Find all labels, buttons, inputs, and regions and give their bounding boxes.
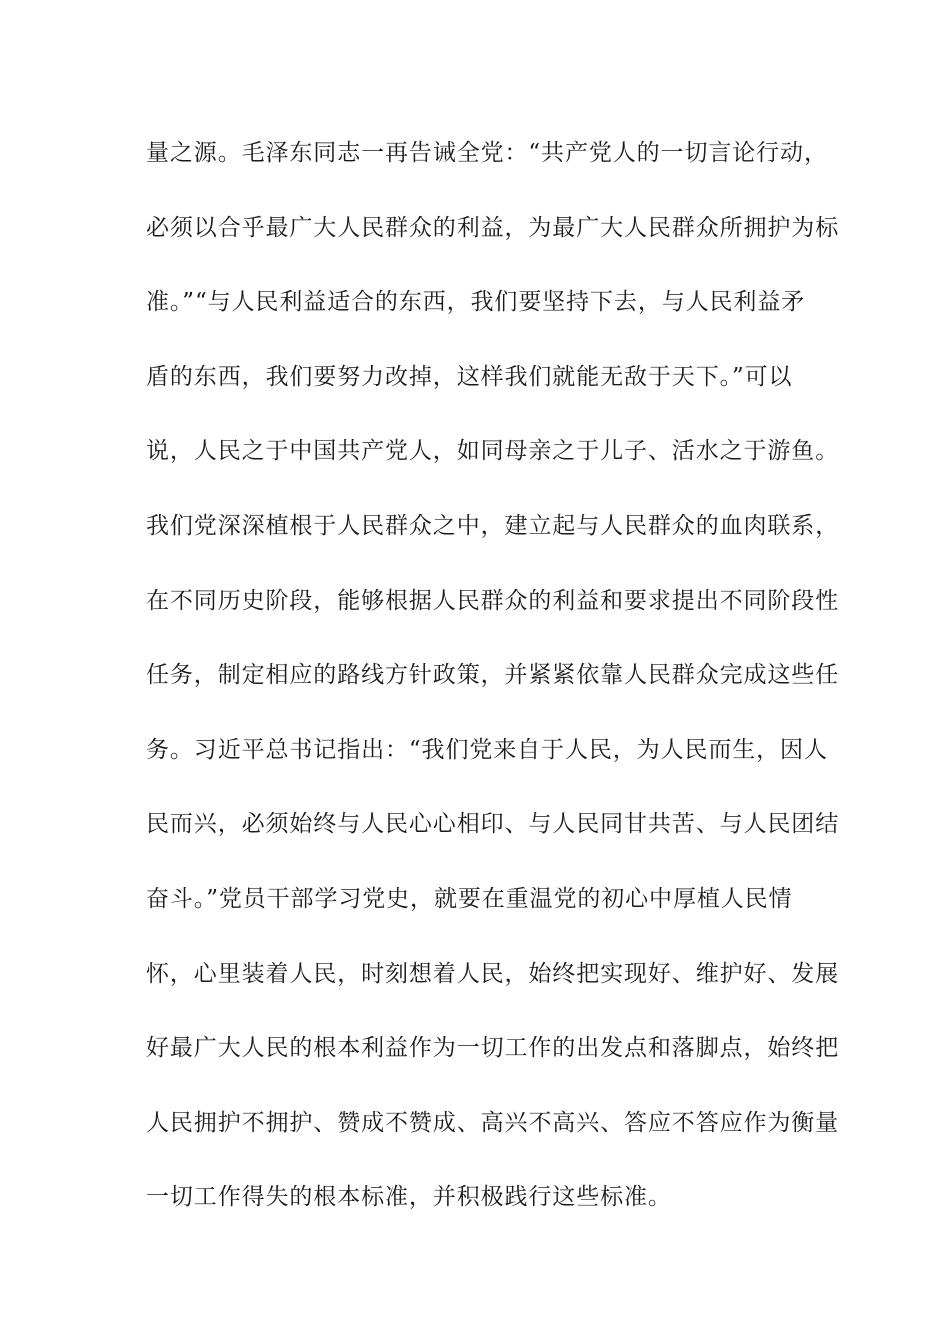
text-line-2: 必须以合乎最广大人民群众的利益，为最广大人民群众所拥护为标 — [146, 214, 840, 241]
text-line-1: 量之源。毛泽东同志一再告诫全党：“共产党人的一切言论行动， — [146, 140, 828, 166]
text-line-7: 在不同历史阶段，能够根据人民群众的利益和要求提出不同阶段性 — [146, 587, 840, 614]
text-line-9: 务。习近平总书记指出：“我们党来自于人民，为人民而生，因人 — [146, 736, 828, 763]
body-paragraph — [146, 130, 840, 1249]
text-line-10: 民而兴，必须始终与人民心心相印、与人民同甘共苦、与人民团结 — [146, 811, 840, 838]
text-line-5: 说，人民之于中国共产党人，如同母亲之于儿子、活水之于游鱼。 — [146, 438, 840, 465]
text-line-12: 怀，心里装着人民，时刻想着人民，始终把实现好、维护好、发展 — [146, 960, 840, 987]
text-line-6: 我们党深深植根于人民群众之中，建立起与人民群众的血肉联系， — [146, 512, 840, 539]
text-line-3: 准。”“与人民利益适合的东西，我们要坚持下去，与人民利益矛 — [146, 289, 806, 316]
text-line-13: 好最广大人民的根本利益作为一切工作的出发点和落脚点，始终把 — [146, 1035, 840, 1062]
text-line-14: 人民拥护不拥护、赞成不赞成、高兴不高兴、答应不答应作为衡量 — [146, 1109, 840, 1136]
text-line-15: 一切工作得失的根本标准，并积极践行这些标准。 — [146, 1184, 672, 1211]
text-line-4: 盾的东西，我们要努力改掉，这样我们就能无敌于天下。”可以 — [146, 363, 793, 390]
text-line-8: 任务，制定相应的路线方针政策，并紧紧依靠人民群众完成这些任 — [146, 662, 840, 689]
text-line-11: 奋斗。”党员干部学习党史，就要在重温党的初心中厚植人民情 — [146, 885, 793, 912]
